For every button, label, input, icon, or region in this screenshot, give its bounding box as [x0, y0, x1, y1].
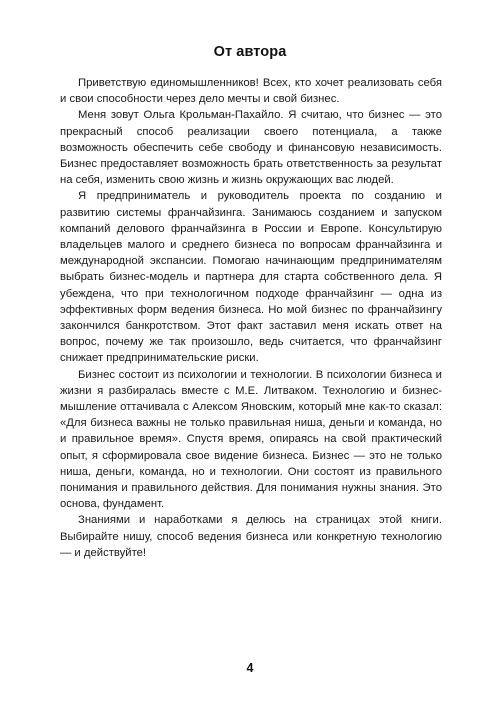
- body-text: [60, 75, 442, 561]
- paragraph-franchising: Я предприниматель и руководитель проекта по созданию и развитию системы франчайзинга. Занимаюсь созданием и запуском компаний делового франчайзинга в России и Европе. Консультирую владельцев малого и среднего бизнеса по вопросам франчайзинга и международной экспансии. Помогаю начинающим предпринимателям выбрать бизнес-модель и партнера для старта собственного дела. Я убеждена, что при технологичном подходе франчайзинг — одна из эффективных форм ведения бизнеса. Но мой бизнес по франчайзингу закончился банкротством. Этот факт заставил меня искать ответ на вопрос, почему же так произошло, ведь считается, что франчайзинг снижает предпринимательские риски.: [60, 190, 442, 365]
- paragraph-psychology-technology: Бизнес состоит из психологии и технологии. В психологии бизнеса и жизни я разбиралась вместе с М.Е. Литваком. Технологию и бизнес-мышление оттачивала с Алексом Яновским, который мне как-то сказал: «Для бизнеса важны не только правильная ниша, деньги и команда, но и правильное время». Спустя время, опираясь на свой практический опыт, я сформировала свое видение бизнеса. Бизнес — это не только ниша, деньги, команда, но и технологии. Они состоят из правильного понимания и правильного действия. Для понимания нужны знания. Это основа, фундамент.: [60, 368, 442, 511]
- paragraph-closing: Знаниями и наработками я делюсь на страницах этой книги. Выбирайте нишу, способ ведения бизнеса или конкретную технологию — и действуйте!: [60, 514, 442, 559]
- page-title: От автора: [213, 44, 287, 60]
- paragraph-greeting: Приветствую единомышленников! Всех, кто хочет реализовать себя и свои способности через дело мечты и свой бизнес.: [60, 77, 442, 106]
- paragraph-introduction: Меня зовут Ольга Крольман-Пахайло. Я считаю, что бизнес — это прекрасный способ реализации своего потенциала, а также возможность обеспечить себе свободу и финансовую независимость. Бизнес предоставляет возможность брать ответственность за результат на себя, изменить свою жизнь и жизнь окружающих вас людей.: [60, 109, 442, 187]
- page-number: 4: [246, 661, 254, 675]
